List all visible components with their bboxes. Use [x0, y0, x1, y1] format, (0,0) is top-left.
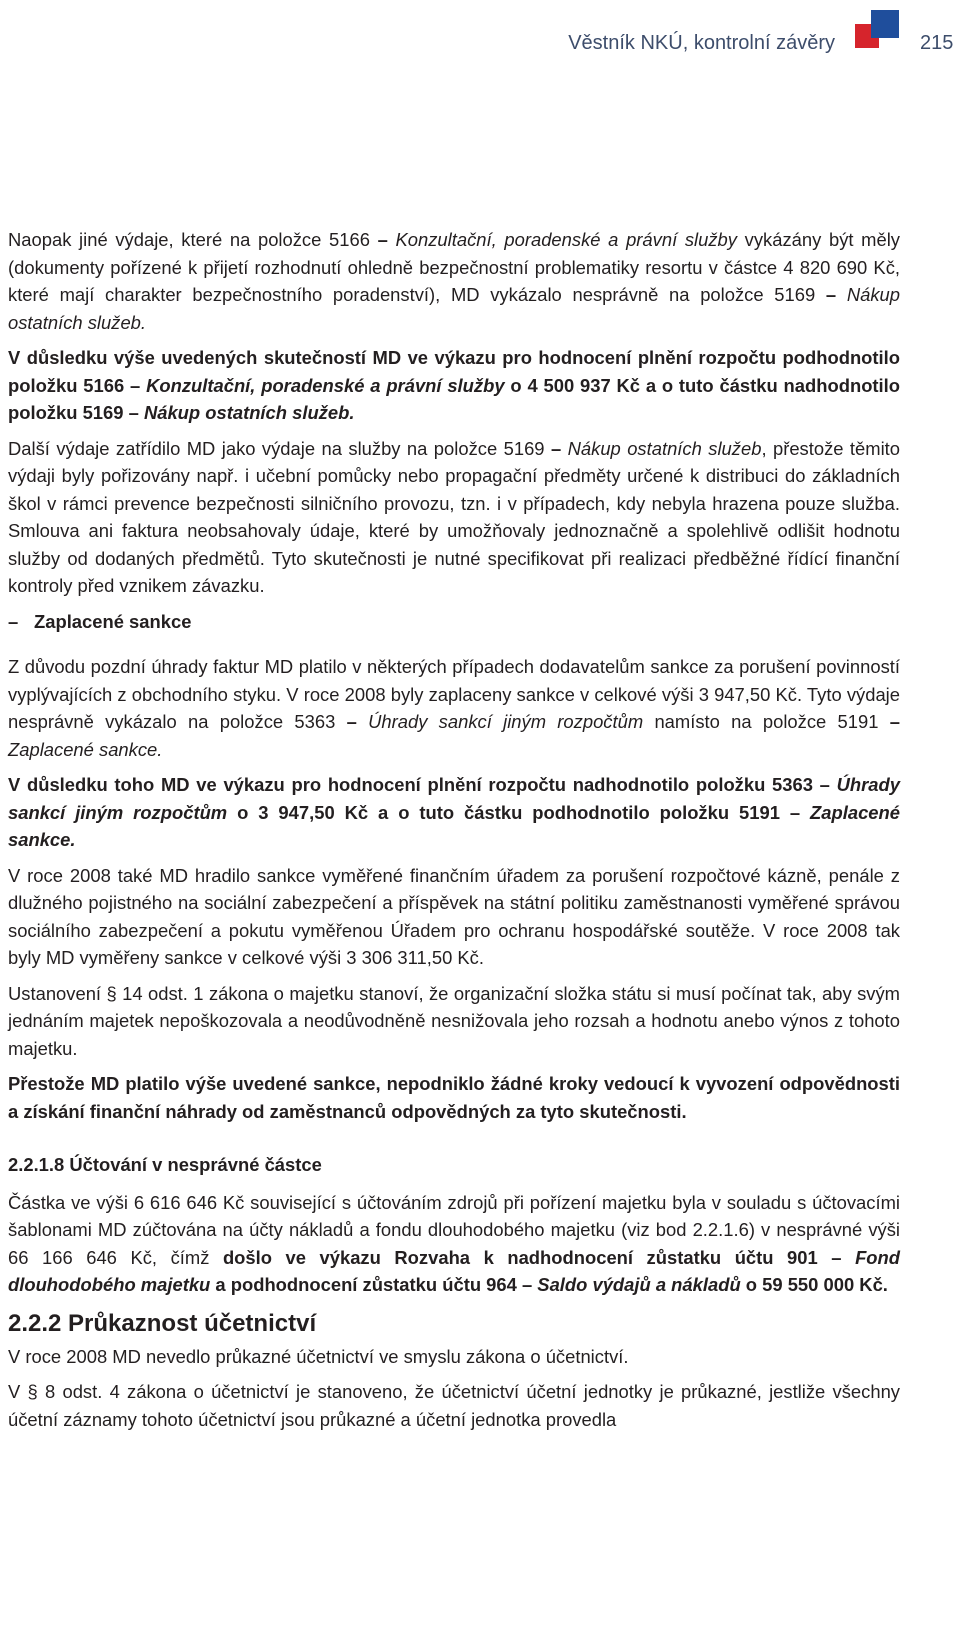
paragraph-5 — [8, 771, 900, 854]
text-run: – — [346, 711, 369, 732]
text-run: o 59 550 000 Kč. — [740, 1274, 888, 1295]
paragraph-2 — [8, 344, 900, 427]
subsection-heading — [8, 608, 900, 636]
page-header — [0, 28, 960, 68]
heading-text: Zaplacené sankce — [34, 610, 192, 632]
page-number: 215 — [920, 32, 954, 54]
dash-bullet: – — [8, 610, 19, 632]
text-run: Konzultační, poradenské a právní služby — [146, 374, 505, 396]
text-run: vykázány být měly (dokumenty pořízené k přijetí rozhodnutí ohledně bezpečnostní problematiky resortu v částce 4 820 690 Kč, které mají charakter bezpečnostního poradenství), MD vykázalo nesprávně na položce 5169 — [8, 229, 901, 305]
text-run: – — [825, 284, 847, 305]
paragraph-9 — [8, 1189, 900, 1299]
paragraph-3 — [8, 435, 900, 600]
paragraph-4 — [8, 653, 900, 763]
text-run: , přestože těmito výdaji byly pořizovány např. i učební pomůcky nebo propagační předměty určené k distribuci do základních škol v rámci prevence bezpečnosti silničního provozu, tzn. i v případech, kdy nebyla hrazena pouze služba. Smlouva ani faktura neobsahovaly údaje, které by umožňovaly jednoznačně a spolehlivě odlišit hodnotu služby od dodaných předmětů. Tyto skutečnosti je nutné specifikovat při realizaci předběžné řídící finanční kontroly před vznikem závazku. — [8, 437, 901, 596]
text-run: – — [889, 711, 900, 732]
text-run: Úhrady sankcí jiným rozpočtům — [8, 774, 900, 823]
text-run: Částka ve výši 6 616 646 Kč související s účtováním zdrojů při pořízení majetku byla v souladu s účtovacími šablonami MD zúčtována na účty nákladů a fondu dlouhodobého majetku (viz bod 2.2.1.6) v nesprávné výši 66 166 646 Kč, čímž — [8, 1191, 900, 1268]
text-run: Nákup ostatních služeb. — [143, 402, 355, 423]
text-run: – — [550, 437, 568, 459]
text-run: došlo ve výkazu Rozvaha k nadhodnocení zůstatku účtu 901 – — [222, 1246, 856, 1268]
text-run: o 3 947,50 Kč a o tuto částku podhodnotilo položku 5191 – — [227, 801, 811, 823]
document-body — [8, 226, 900, 1441]
text-run: Z důvodu pozdní úhrady faktur MD platilo v některých případech dodavatelům sankce za porušení povinností vyplývajících z obchodního styku. V roce 2008 byly zaplaceny sankce v celkové výši 3 947,50 Kč. Tyto výdaje nesprávně vykázalo na položce 5363 — [8, 656, 900, 732]
paragraph-1 — [8, 226, 900, 336]
section-heading-2-2-1-8: 2.2.1.8 Účtování v nesprávné částce — [8, 1154, 322, 1175]
text-run: Naopak jiné výdaje, které na položce 5166 — [8, 229, 378, 250]
text-run: Nákup ostatních služeb. — [8, 284, 900, 333]
text-run: – — [377, 229, 396, 250]
paragraph-6: V roce 2008 také MD hradilo sankce vyměřené finančním úřadem za porušení rozpočtové kázně, penále z dlužného pojistného na sociální zabezpečení a příspěvek na státní politiku zaměstnanosti vyměřené správou sociálního zabezpečení a pokutu vyměřenou Úřadem pro ochranu hospodářské soutěže. V roce 2008 tak byly MD vyměřeny sankce v celkové výši 3 306 311,50 Kč. — [8, 864, 900, 968]
text-run: Úhrady sankcí jiným rozpočtům — [368, 711, 644, 732]
text-run: namísto na položce 5191 — [643, 711, 890, 732]
text-run: Konzultační, poradenské a právní služby — [395, 229, 737, 250]
text-run: Zaplacené sankce. — [8, 738, 163, 760]
text-run: Nákup ostatních služeb — [567, 437, 762, 459]
paragraph-10: V roce 2008 MD nevedlo průkazné účetnictví ve smyslu zákona o účetnictví. — [8, 1345, 629, 1367]
logo-blue-square — [871, 10, 899, 38]
text-run: Fond dlouhodobého majetku — [8, 1246, 900, 1295]
nku-logo — [855, 10, 900, 60]
text-run: Další výdaje zatřídilo MD jako výdaje na služby na položce 5169 — [8, 437, 551, 459]
text-run: Zaplacené sankce. — [8, 801, 900, 850]
section-heading-2-2-2: 2.2.2 Průkaznost účetnictví — [8, 1309, 317, 1337]
text-run: V důsledku toho MD ve výkazu pro hodnocení plnění rozpočtu nadhodnotilo položku 5363 – — [8, 774, 837, 795]
paragraph-7: Ustanovení § 14 odst. 1 zákona o majetku stanoví, že organizační složka státu si musí počínat tak, aby svým jednáním majetek nepoškozovala a neodůvodněně nesnižovala jeho rozsah a hodnotu anebo výnos z tohoto majetku. — [8, 982, 900, 1059]
text-run: o 4 500 937 Kč a o tuto částku nadhodnotilo položku 5169 – — [8, 374, 900, 423]
paragraph-8: Přestože MD platilo výše uvedené sankce, nepodniklo žádné kroky vedoucí k vyvození odpovědnosti a získání finanční náhrady od zaměstnanců odpovědných za tyto skutečnosti. — [8, 1073, 900, 1122]
paragraph-11: V § 8 odst. 4 zákona o účetnictví je stanoveno, že účetnictví účetní jednotky je průkazné, jestliže všechny účetní záznamy tohoto účetnictví jsou průkazné a účetní jednotka provedla — [8, 1381, 900, 1430]
text-run: a podhodnocení zůstatku účtu 964 – — [210, 1274, 538, 1295]
running-title: Věstník NKÚ, kontrolní závěry — [568, 32, 835, 54]
text-run: V důsledku výše uvedených skutečností MD ve výkazu pro hodnocení plnění rozpočtu podhodnotilo položku 5166 – — [8, 347, 900, 396]
text-run: Saldo výdajů a nákladů — [537, 1274, 741, 1295]
